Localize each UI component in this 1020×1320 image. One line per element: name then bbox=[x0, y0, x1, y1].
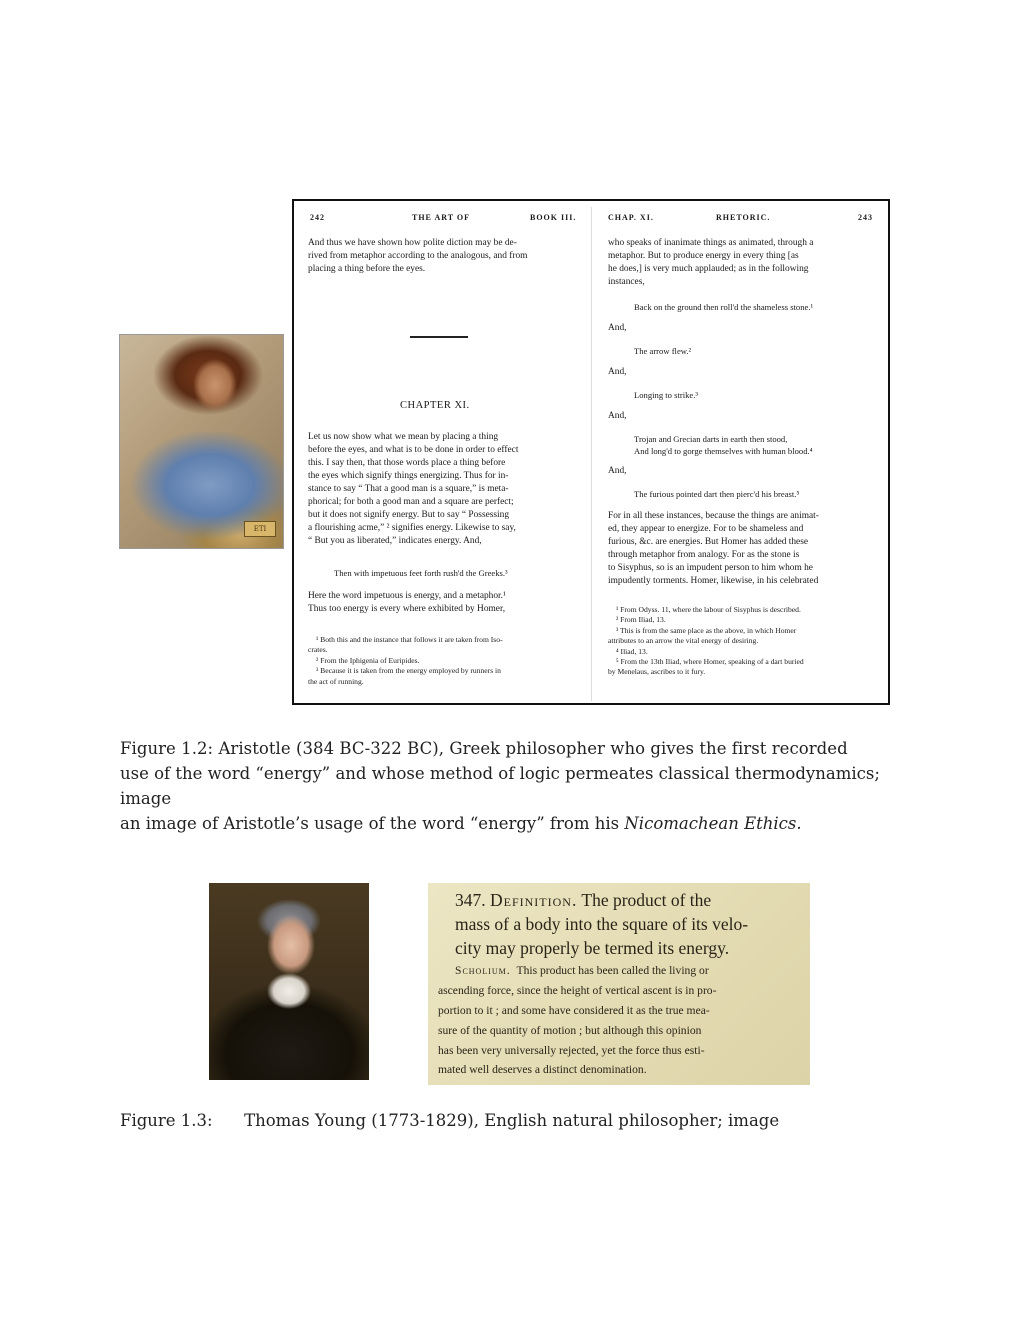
right-footnotes: ¹ From Odyss. 11, where the labour of Sisyphus is described. ² From Iliad, 13. ³ This is from the same place as the above, in which Homer attributes to an arrow the vital energy of desiring. ⁴ Iliad, 13. ⁵ From the 13th Iliad, where Homer, speaking of a dart buried by Menelaus, ascribes to it fury. bbox=[608, 605, 804, 677]
thomas-young-portrait-image bbox=[209, 883, 369, 1080]
and-1: And, bbox=[608, 323, 627, 333]
verse-2: The arrow flew.² bbox=[634, 346, 692, 356]
left-second-paragraph: Here the word impetuous is energy, and a metaphor.¹ Thus too energy is every where exhibited by Homer, bbox=[308, 591, 506, 614]
and-3: And, bbox=[608, 411, 627, 421]
left-main-paragraph: Let us now show what we mean by placing a thing before the eyes, and what is to be done in order to effect this. I say then, that those words place a thing before the eyes which signify things energizing. Thus for in- stance to say “ That a good man is a square,” is meta- phorical; for both a good man and a square are perfect; but it does not signify energy. But to say “ Possessing a flourishing acme,” ² signifies energy. Likewise to say, “ But you as liberated,” indicates energy. And, bbox=[308, 432, 519, 546]
scholium-line-3: portion to it ; and some have considered it as the true mea- bbox=[438, 1004, 710, 1017]
definition-line-1: 347. Definition. The product of the bbox=[455, 890, 712, 910]
left-page-title: THE ART OF bbox=[412, 213, 471, 222]
chapter-heading: CHAPTER XI. bbox=[400, 400, 470, 411]
scholium-line-5: has been very universally rejected, yet the force thus esti- bbox=[438, 1044, 705, 1057]
scholium-line-2: ascending force, since the height of vertical ascent is in pro- bbox=[438, 984, 717, 997]
right-page-chapter: CHAP. XI. bbox=[608, 213, 654, 222]
verse-1: Back on the ground then roll'd the shameless stone.¹ bbox=[634, 302, 814, 312]
right-second-paragraph: For in all these instances, because the things are animat- ed, they appear to energize. For to be shameless and furious, &c. are energies. But Homer has added these through metaphor from analogy. For as the stone is to Sisyphus, so is an impudent person to him whom he impudently torments. Homer, likewise, in his celebrated bbox=[608, 511, 819, 586]
caption-text: an image of Aristotle’s usage of the word “energy” from his bbox=[120, 814, 625, 833]
book-spread-image bbox=[292, 199, 890, 705]
left-intro-paragraph: And thus we have shown how polite diction may be de- rived from metaphor according to the analogous, and from placing a thing before the eyes. bbox=[308, 238, 528, 274]
scholium-line-4: sure of the quantity of motion ; but although this opinion bbox=[438, 1024, 702, 1037]
verse-5: The furious pointed dart then pierc'd his breast.⁵ bbox=[634, 489, 800, 499]
caption-book-title: Nicomachean Ethics. bbox=[624, 814, 802, 833]
verse-3: Longing to strike.³ bbox=[634, 390, 698, 400]
page-gutter bbox=[591, 207, 592, 701]
left-page-number: 242 bbox=[310, 213, 325, 222]
left-verse: Then with impetuous feet forth rush'd the Greeks.³ bbox=[334, 568, 508, 578]
and-4: And, bbox=[608, 466, 627, 476]
scholium-label: Scholium. bbox=[455, 964, 511, 977]
right-page-title: RHETORIC. bbox=[716, 213, 771, 222]
right-first-paragraph: who speaks of inanimate things as animated, through a metaphor. But to produce energy in every thing [as he does,] is very much applauded; as in the following instances, bbox=[608, 238, 814, 287]
scholium-line-6: mated well deserves a distinct denomination. bbox=[438, 1063, 647, 1076]
figure-1-2-caption: Figure 1.2: Aristotle (384 BC-322 BC), Greek philosopher who gives the first recorded use of the word “energy” and whose method of logic permeates classical thermodynamics; image an image of Aristotle’s usage of the word “energy” from his Nicomachean Ethics. bbox=[120, 739, 880, 833]
definition-line-2: mass of a body into the square of its velo- bbox=[455, 914, 749, 934]
verse-4b: And long'd to gorge themselves with human blood.⁴ bbox=[634, 446, 813, 456]
right-page-number: 243 bbox=[858, 213, 873, 222]
painting-book-label: ETI bbox=[244, 521, 276, 537]
definition-scan-image bbox=[428, 883, 810, 1085]
left-footnotes: ¹ Both this and the instance that follows it are taken from Iso- crates. ² From the Iphigenia of Euripides. ³ Because it is taken from the energy employed by runners in the act of running. bbox=[308, 635, 503, 686]
section-rule bbox=[410, 336, 468, 338]
aristotle-portrait-image bbox=[119, 334, 284, 549]
scholium-line-1: Scholium. This product has been called the living or bbox=[455, 964, 709, 977]
definition-line-3: city may properly be termed its energy. bbox=[455, 938, 730, 958]
and-2: And, bbox=[608, 367, 627, 377]
verse-4a: Trojan and Grecian darts in earth then stood, bbox=[634, 434, 788, 444]
figure-1-3-caption: Figure 1.3: Thomas Young (1773-1829), English natural philosopher; image bbox=[120, 1111, 780, 1130]
left-page-book: BOOK III. bbox=[530, 213, 577, 222]
